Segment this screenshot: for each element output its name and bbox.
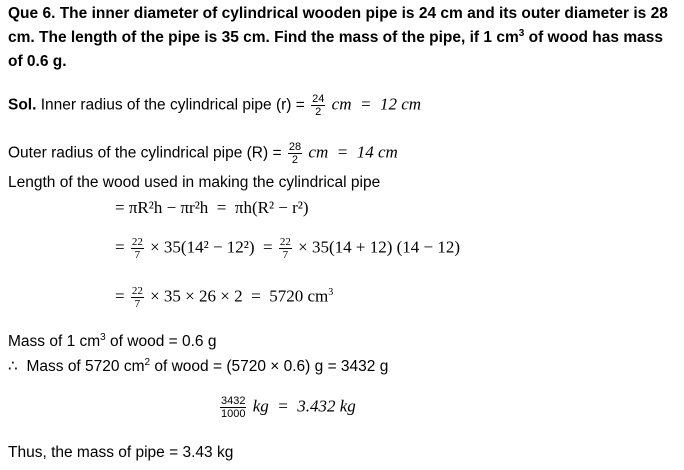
outer-den: 2 bbox=[291, 154, 299, 166]
conversion-fraction bbox=[220, 395, 246, 420]
question-text-2b: of wood has mass bbox=[524, 29, 663, 46]
inner-radius-text: Inner radius of the cylindrical pipe (r) = bbox=[40, 96, 305, 114]
question-line-1 bbox=[8, 5, 668, 23]
mass1-post: of wood = 0.6 g bbox=[105, 333, 217, 350]
inner-radius-line bbox=[8, 93, 421, 118]
outer-radius-line bbox=[8, 141, 398, 166]
mass1-pre: Mass of 1 cm bbox=[8, 333, 101, 350]
mass2-sup: 2 bbox=[144, 356, 151, 368]
step2-eq: = bbox=[115, 237, 125, 257]
step2-den-b: 7 bbox=[282, 249, 289, 261]
step2-den-a: 7 bbox=[134, 249, 141, 261]
inner-radius-result: cm = 12 cm bbox=[331, 94, 422, 114]
conv-num: 3432 bbox=[221, 395, 246, 407]
question-text-1: The inner diameter of cylindrical wooden pipe is 24 cm and its outer diameter is 28 bbox=[59, 5, 668, 22]
step2-end: × 35(14 + 12) (14 − 12) bbox=[298, 237, 461, 257]
question-line-2 bbox=[8, 29, 663, 47]
length-line: Length of the wood used in making the cylindrical pipe bbox=[8, 174, 381, 191]
mass-line-2 bbox=[8, 357, 388, 376]
step3-mid: × 35 × 26 × 2 = 5720 cm bbox=[150, 286, 329, 306]
step2-fraction-b bbox=[279, 236, 292, 261]
final-answer: Thus, the mass of pipe = 3.43 kg bbox=[8, 444, 234, 461]
step3-fraction bbox=[131, 285, 144, 310]
step2-mid: × 35(14² − 12²) = bbox=[150, 237, 273, 257]
conv-den: 1000 bbox=[221, 408, 246, 420]
step2-fraction-a bbox=[131, 236, 144, 261]
inner-num: 24 bbox=[312, 93, 325, 105]
outer-radius-text: Outer radius of the cylindrical pipe (R) = bbox=[8, 144, 282, 162]
outer-radius-fraction bbox=[288, 141, 302, 166]
step-3 bbox=[115, 285, 333, 310]
outer-radius-result: cm = 14 cm bbox=[308, 142, 398, 162]
step2-num-b: 22 bbox=[279, 236, 291, 248]
inner-den: 2 bbox=[315, 106, 322, 118]
conversion-line bbox=[218, 395, 356, 420]
mass-line-1 bbox=[8, 333, 216, 351]
step2-num-a: 22 bbox=[131, 236, 143, 248]
solution-label: Sol. bbox=[8, 96, 37, 114]
inner-radius-fraction bbox=[311, 93, 325, 118]
question-superscript: 3 bbox=[518, 27, 525, 39]
step-1: = πR²h − πr²h = πh(R² − r²) bbox=[115, 198, 309, 217]
conv-result: kg = 3.432 kg bbox=[252, 396, 356, 416]
mass2-post: of wood = (5720 × 0.6) g = 3432 g bbox=[150, 358, 389, 375]
mass2-pre: ∴ Mass of 5720 cm bbox=[8, 358, 145, 375]
step3-sup: 3 bbox=[328, 286, 334, 298]
step3-num: 22 bbox=[131, 285, 143, 297]
step3-den: 7 bbox=[134, 298, 141, 310]
step-2 bbox=[115, 236, 460, 261]
question-text-2: cm. The length of the pipe is 35 cm. Find the mass of the pipe, if 1 cm bbox=[8, 29, 519, 46]
question-label: Que 6. bbox=[8, 5, 56, 22]
mass1-sup: 3 bbox=[100, 331, 106, 343]
question-line-3: of 0.6 g. bbox=[8, 53, 67, 70]
outer-num: 28 bbox=[288, 141, 302, 153]
step3-eq: = bbox=[115, 286, 125, 306]
